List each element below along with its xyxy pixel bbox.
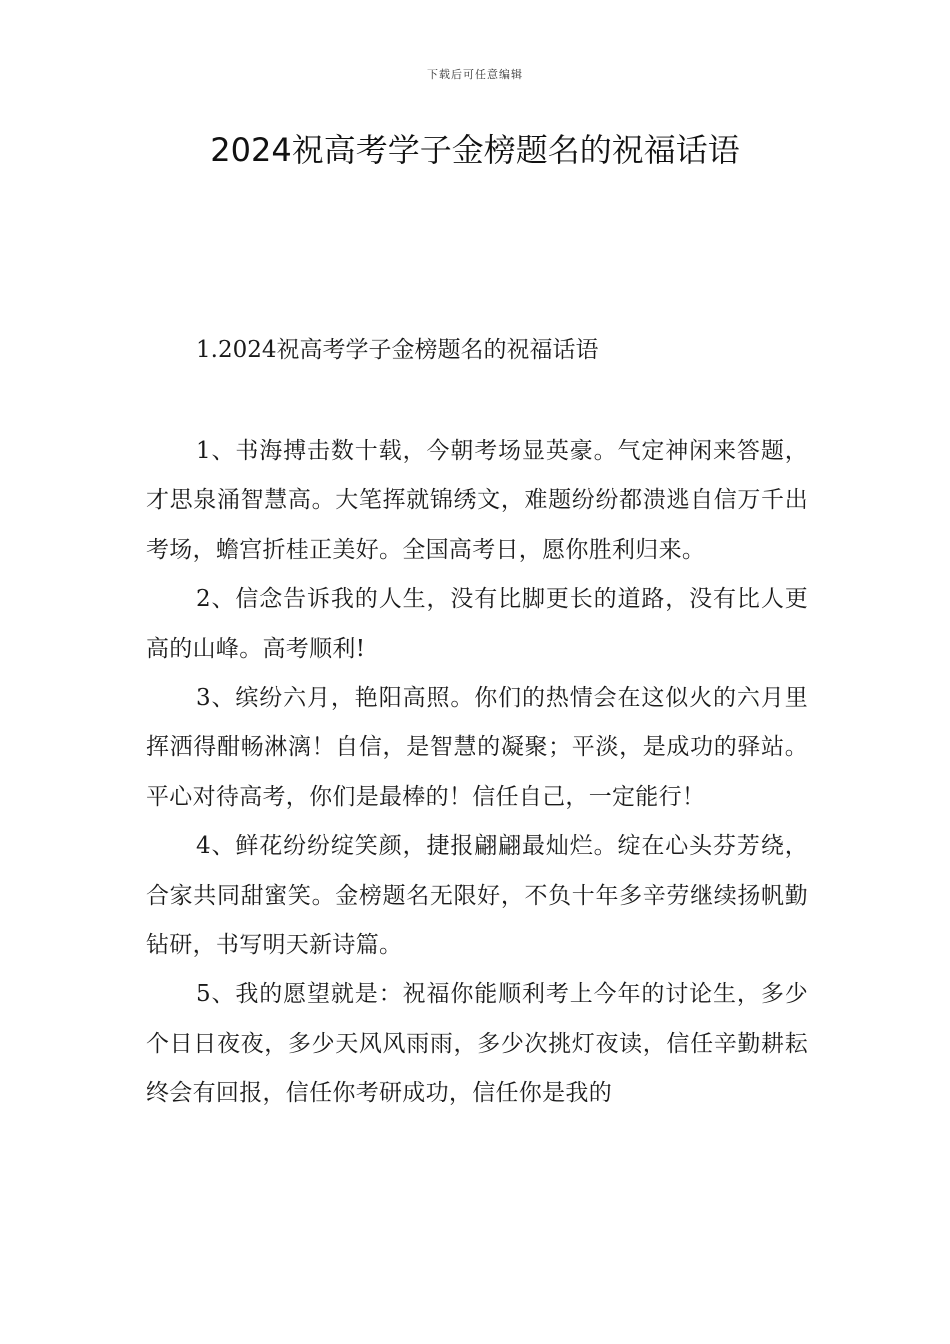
paragraph-2: 2、信念告诉我的人生，没有比脚更长的道路，没有比人更高的山峰。高考顺利! [146, 586, 808, 662]
paragraph-1: 1、书海搏击数十载，今朝考场显英豪。气定神闲来答题，才思泉涌智慧高。大笔挥就锦绣文，难题纷纷都溃逃自信万千出考场，蟾宫折桂正美好。全国高考日，愿你胜利归来。 [146, 438, 808, 563]
document-title: 2024祝高考学子金榜题名的祝福话语 [210, 131, 740, 169]
paragraph-5: 5、我的愿望就是：祝福你能顺利考上今年的讨论生，多少个日日夜夜，多少天风风雨雨，多少次挑灯夜读，信任辛勤耕耘终会有回报，信任你考研成功，信任你是我的 [146, 981, 808, 1107]
document-body [146, 427, 808, 1119]
header-note: 下载后可任意编辑 [427, 68, 523, 81]
paragraph-3: 3、缤纷六月，艳阳高照。你们的热情会在这似火的六月里挥洒得酣畅淋漓！自信，是智慧的凝聚；平淡，是成功的驿站。平心对待高考，你们是最棒的！信任自己，一定能行！ [146, 685, 808, 810]
section-heading: 1.2024祝高考学子金榜题名的祝福话语 [196, 337, 599, 363]
paragraph-4: 4、鲜花纷纷绽笑颜，捷报翩翩最灿烂。绽在心头芬芳绕，合家共同甜蜜笑。金榜题名无限好，不负十年多辛劳继续扬帆勤钻研，书写明天新诗篇。 [146, 833, 808, 959]
